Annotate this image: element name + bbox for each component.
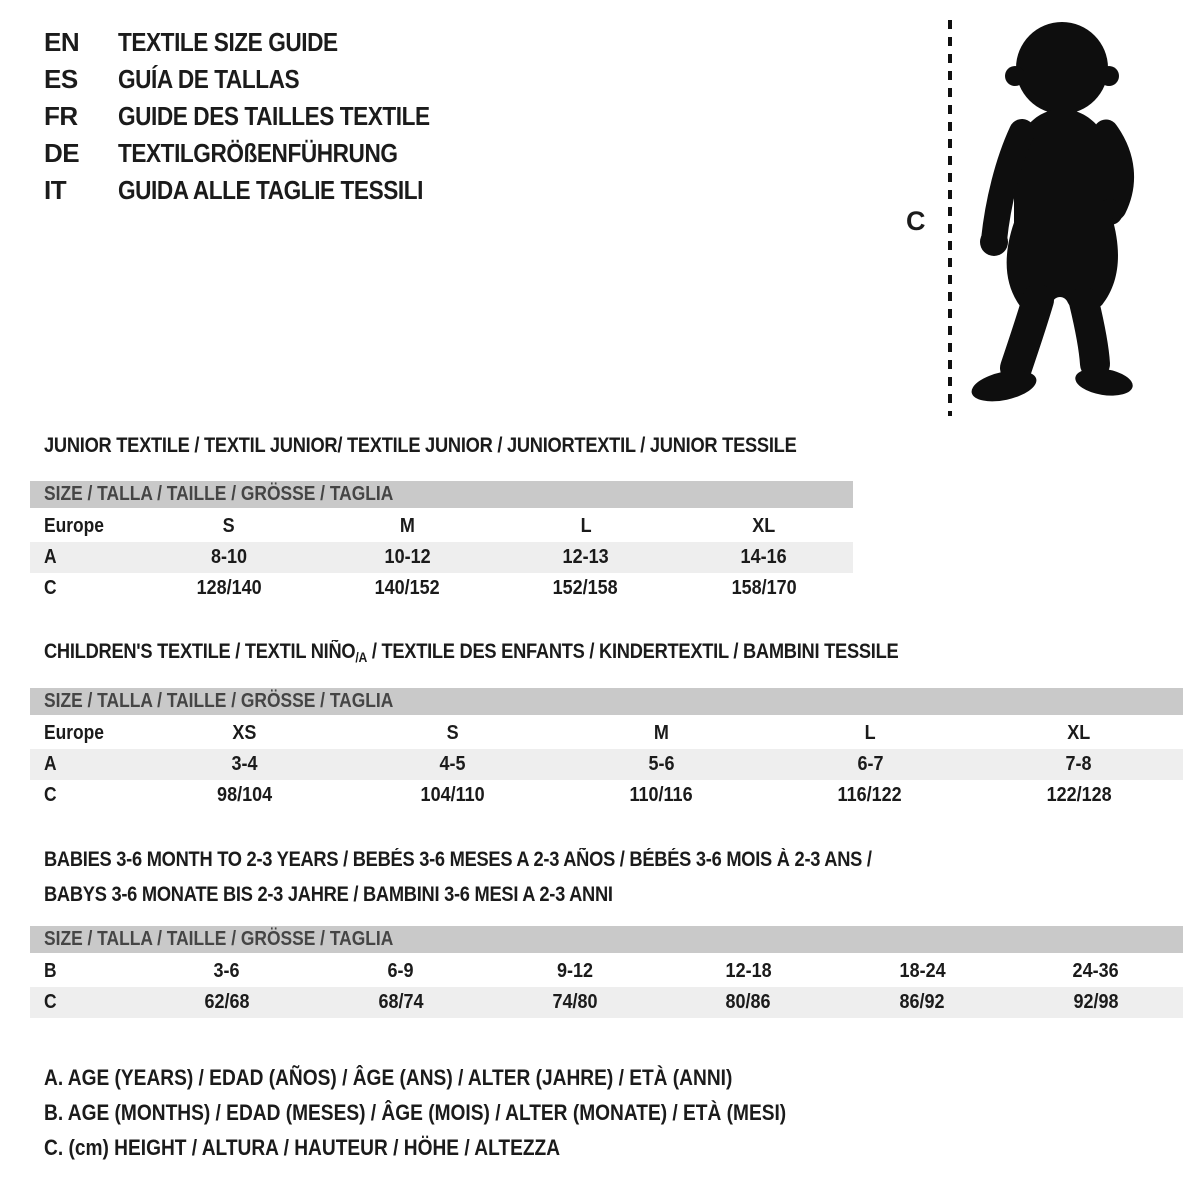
table-row-age-months xyxy=(30,956,1183,987)
size-band: SIZE / TALLA / TAILLE / GRÖSSE / TAGLIA xyxy=(30,481,853,508)
row-label: C xyxy=(44,784,57,806)
table-cell: S xyxy=(223,515,236,537)
lang-code: DE xyxy=(44,138,80,168)
table-cell: 6-7 xyxy=(857,753,884,775)
measurement-legend xyxy=(44,1060,897,1165)
table-row-europe xyxy=(30,511,853,542)
table-cell: L xyxy=(580,515,592,537)
lang-title: GUÍA DE TALLAS xyxy=(118,64,300,94)
table-cell: 104/110 xyxy=(420,784,485,806)
table-cell: 68/74 xyxy=(378,991,424,1013)
height-dashed-line xyxy=(948,20,952,416)
table-cell: 128/140 xyxy=(196,577,262,599)
junior-heading-text: JUNIOR TEXTILE / TEXTIL JUNIOR/ TEXTILE JUNIOR / JUNIORTEXTIL / JUNIOR TESSILE xyxy=(44,434,797,457)
table-row-height-cm xyxy=(30,987,1183,1018)
lang-title: TEXTILGRÖßENFÜHRUNG xyxy=(118,138,398,168)
table-cell: 9-12 xyxy=(556,960,593,982)
lang-row-en xyxy=(44,24,476,61)
table-cell: 12-18 xyxy=(725,960,772,982)
table-row-europe xyxy=(30,718,1183,749)
language-title-list xyxy=(44,24,476,209)
table-cell: M xyxy=(399,515,415,537)
table-cell: 6-9 xyxy=(387,960,414,982)
junior-size-table xyxy=(30,481,853,604)
babies-section-heading xyxy=(44,842,995,912)
table-cell: 74/80 xyxy=(552,991,598,1013)
row-label: C xyxy=(44,577,57,599)
lang-row-it xyxy=(44,172,476,209)
table-cell: 5-6 xyxy=(648,753,675,775)
table-cell: 86/92 xyxy=(899,991,945,1013)
table-row-height-cm xyxy=(30,573,853,604)
table-cell: 3-4 xyxy=(231,753,258,775)
table-cell: 4-5 xyxy=(439,753,466,775)
legend-line-a: A. AGE (YEARS) / EDAD (AÑOS) / ÂGE (ANS) / ALTER (JAHRE) / ETÀ (ANNI) xyxy=(44,1065,733,1090)
row-label: Europe xyxy=(44,515,104,537)
table-cell: XL xyxy=(1067,722,1091,744)
table-cell: 158/170 xyxy=(731,577,797,599)
babies-size-table xyxy=(30,926,1183,1018)
lang-code: IT xyxy=(44,175,67,205)
table-cell: XL xyxy=(752,515,776,537)
lang-code: FR xyxy=(44,101,78,131)
table-row-height-cm xyxy=(30,780,1183,811)
toddler-silhouette-icon xyxy=(958,12,1148,422)
row-label: B xyxy=(44,960,57,982)
children-size-table xyxy=(30,688,1183,811)
table-cell: 8-10 xyxy=(211,546,248,568)
row-label: A xyxy=(44,753,57,775)
legend-line-b: B. AGE (MONTHS) / EDAD (MESES) / ÂGE (MOIS) / ALTER (MONATE) / ETÀ (MESI) xyxy=(44,1100,787,1125)
lang-row-fr xyxy=(44,98,476,135)
lang-title: TEXTILE SIZE GUIDE xyxy=(118,27,338,57)
table-cell: 110/116 xyxy=(629,784,694,806)
table-cell: 80/86 xyxy=(725,991,771,1013)
table-cell: S xyxy=(446,722,459,744)
table-cell: 152/158 xyxy=(553,577,619,599)
table-row-age-years xyxy=(30,749,1183,780)
table-cell: 14-16 xyxy=(740,546,787,568)
table-cell: 122/128 xyxy=(1046,784,1112,806)
babies-heading-line1: BABIES 3-6 MONTH TO 2-3 YEARS / BEBÉS 3-6 MESES A 2-3 AÑOS / BÉBÉS 3-6 MOIS À 2-3 ANS / xyxy=(44,848,872,871)
row-label: C xyxy=(44,991,57,1013)
legend-line-c: C. (cm) HEIGHT / ALTURA / HAUTEUR / HÖHE / ALTEZZA xyxy=(44,1135,561,1160)
lang-title: GUIDA ALLE TAGLIE TESSILI xyxy=(118,175,423,205)
size-band: SIZE / TALLA / TAILLE / GRÖSSE / TAGLIA xyxy=(30,688,1183,715)
row-label: A xyxy=(44,546,57,568)
table-cell: 62/68 xyxy=(204,991,250,1013)
table-cell: M xyxy=(653,722,669,744)
table-cell: 12-13 xyxy=(562,546,609,568)
size-band: SIZE / TALLA / TAILLE / GRÖSSE / TAGLIA xyxy=(30,926,1183,953)
table-cell: 140/152 xyxy=(374,577,440,599)
lang-row-de xyxy=(44,135,476,172)
height-measure-label: C xyxy=(906,206,926,236)
table-cell: 3-6 xyxy=(213,960,240,982)
children-section-heading xyxy=(44,640,1026,664)
table-cell: 92/98 xyxy=(1073,991,1119,1013)
table-cell: L xyxy=(864,722,876,744)
table-cell: 24-36 xyxy=(1073,960,1120,982)
table-cell: 10-12 xyxy=(384,546,431,568)
lang-code: ES xyxy=(44,64,78,94)
junior-section-heading xyxy=(44,434,909,458)
table-cell: XS xyxy=(232,722,257,744)
babies-heading-line2: BABYS 3-6 MONATE BIS 2-3 JAHRE / BAMBINI 3-6 MESI A 2-3 ANNI xyxy=(44,883,613,906)
row-label: Europe xyxy=(44,722,104,744)
table-cell: 98/104 xyxy=(216,784,272,806)
lang-title: GUIDE DES TAILLES TEXTILE xyxy=(118,101,430,131)
lang-code: EN xyxy=(44,27,80,57)
table-cell: 18-24 xyxy=(899,960,946,982)
lang-row-es xyxy=(44,61,476,98)
children-heading-text: CHILDREN'S TEXTILE / TEXTIL NIÑO/A / TEXTILE DES ENFANTS / KINDERTEXTIL / BAMBINI TESSILE xyxy=(44,640,899,665)
table-row-age-years xyxy=(30,542,853,573)
table-cell: 7-8 xyxy=(1065,753,1092,775)
table-cell: 116/122 xyxy=(838,784,903,806)
